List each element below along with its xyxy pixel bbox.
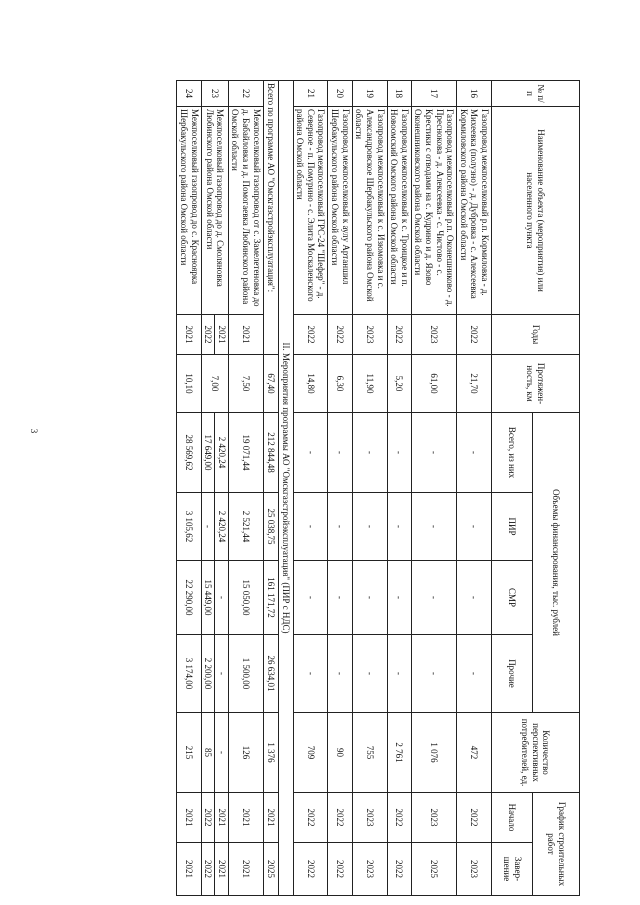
cell-pir: - (352, 493, 387, 561)
cell-num: 17 (411, 81, 456, 107)
cell-length: 21,70 (457, 355, 492, 413)
cell-start: 2021 (215, 793, 229, 843)
cell-year: 2021 (177, 315, 201, 355)
cell-consumers: 1 076 (411, 713, 456, 793)
cell-total: - (293, 413, 328, 493)
cell-name: Газопровод межпоселковый к с. Изюмовка и с. Александровское Шербакульского района Омской области (352, 107, 387, 315)
cell-end: 2021 (228, 843, 263, 896)
page-number: 3 (29, 428, 39, 434)
table-row (352, 81, 387, 896)
header-smr: СМР (492, 561, 533, 635)
table-row (177, 81, 201, 896)
cell-pir: 2 420,24 (215, 493, 229, 561)
cell-pir: - (457, 493, 492, 561)
cell-end: 2021 (215, 843, 229, 896)
cell-total: - (457, 413, 492, 493)
cell-start: 2022 (201, 793, 215, 843)
cell-smr: 15 449,00 (201, 561, 215, 635)
cell-num: 22 (228, 81, 263, 107)
total-length: 67,40 (263, 355, 278, 413)
cell-name: Газопровод межпоселковый р.п. Кормиловка - д. Михеевка (полузно) - д. Дубровка - с. Алексеевка Кормиловского района Омской области (457, 107, 492, 315)
table-row (387, 81, 411, 896)
cell-pir: - (411, 493, 456, 561)
cell-name: Газопровод межпоселковый к аулу Артаншил Шербакульского района Омской области (328, 107, 352, 315)
cell-other: 1 500,00 (228, 635, 263, 713)
cell-other: 3 174,00 (177, 635, 201, 713)
header-end: Завер-шение (492, 843, 533, 896)
cell-num: 18 (387, 81, 411, 107)
cell-year: 2022 (328, 315, 352, 355)
header-schedule: График строительных работ (533, 793, 580, 896)
cell-year: 2023 (411, 315, 456, 355)
cell-other: - (352, 635, 387, 713)
total-sum: 212 844,48 (263, 413, 278, 493)
cell-total: 17 649,00 (201, 413, 215, 493)
section-title: II. Мероприятия программы АО "Омскгазстройэксплуатация" (ПИР с НДС) (278, 81, 293, 896)
cell-pir: 2 521,44 (228, 493, 263, 561)
table-row (293, 81, 328, 896)
cell-consumers: 472 (457, 713, 492, 793)
cell-num: 24 (177, 81, 201, 107)
cell-smr: - (293, 561, 328, 635)
cell-end: 2023 (457, 843, 492, 896)
cell-smr: - (328, 561, 352, 635)
cell-other: - (411, 635, 456, 713)
financing-table (176, 80, 580, 896)
cell-start: 2021 (177, 793, 201, 843)
cell-name: Газопровод межпоселковый ГРС-24 "Шефер" - д. Северное - п. Помурино - с. Элита Москаленского района Омской области (293, 107, 328, 315)
cell-name: Межпоселковый газопровод до с. Красноярка Шербакульского района Омской области (177, 107, 201, 315)
table-row (411, 81, 456, 896)
cell-other: - (328, 635, 352, 713)
cell-consumers: 709 (293, 713, 328, 793)
header-years: Годы (492, 315, 580, 355)
cell-year: 2022 (457, 315, 492, 355)
cell-end: 2022 (387, 843, 411, 896)
table-row (228, 81, 263, 896)
cell-total: - (387, 413, 411, 493)
total-row (263, 81, 278, 896)
cell-num: 21 (293, 81, 328, 107)
total-other: 26 634,01 (263, 635, 278, 713)
cell-other: 2 200,00 (201, 635, 215, 713)
total-label: Всего по программе АО "Омскгазстройэксплуатация": (263, 81, 278, 355)
cell-length: 14,80 (293, 355, 328, 413)
cell-end: 2021 (177, 843, 201, 896)
cell-consumers: 215 (177, 713, 201, 793)
header-consumers: Количество перспективных потребителей, ед. (492, 713, 580, 793)
cell-length: 7,00 (201, 355, 228, 413)
table-row (215, 81, 229, 896)
header-financing: Объемы финансирования, тыс. рублей (533, 413, 580, 713)
cell-name: Газопровод межпоселковый к с. Троицкое и п. Новоомский Омского района Омской области (387, 107, 411, 315)
cell-total: 2 420,24 (215, 413, 229, 493)
total-consumers: 1 376 (263, 713, 278, 793)
table-row (457, 81, 492, 896)
header-length: Протяжен-ность, км (492, 355, 580, 413)
cell-other: - (457, 635, 492, 713)
cell-smr: 15 050,00 (228, 561, 263, 635)
cell-year: 2022 (293, 315, 328, 355)
cell-num: 19 (352, 81, 387, 107)
cell-total: - (328, 413, 352, 493)
header-total: Всего, из них (492, 413, 533, 493)
cell-start: 2022 (457, 793, 492, 843)
cell-num: 20 (328, 81, 352, 107)
cell-num: 16 (457, 81, 492, 107)
cell-length: 61,00 (411, 355, 456, 413)
header-start: Начало (492, 793, 533, 843)
cell-end: 2023 (352, 843, 387, 896)
total-start: 2021 (263, 793, 278, 843)
cell-end: 2025 (411, 843, 456, 896)
header-pir: ПИР (492, 493, 533, 561)
cell-year: 2023 (352, 315, 387, 355)
total-smr: 161 171,72 (263, 561, 278, 635)
cell-total: - (352, 413, 387, 493)
cell-smr: - (387, 561, 411, 635)
cell-total: 19 071,44 (228, 413, 263, 493)
cell-name: Газопровод межпоселковый р.п. Оконешниково - д. Преснокова - д. Алексеевка - с. Чистово - с. Крестики с отводами на с. Кудрино и д. Язово Оконешниковского района Омской области (411, 107, 456, 315)
cell-smr: - (215, 561, 229, 635)
cell-other: - (293, 635, 328, 713)
cell-length: 5,20 (387, 355, 411, 413)
cell-start: 2022 (293, 793, 328, 843)
cell-pir: - (328, 493, 352, 561)
cell-num: 23 (201, 81, 228, 107)
cell-year: 2022 (201, 315, 215, 355)
header-other: Прочие (492, 635, 533, 713)
cell-length: 6,30 (328, 355, 352, 413)
cell-consumers: 126 (228, 713, 263, 793)
cell-consumers: - (215, 713, 229, 793)
cell-length: 10,10 (177, 355, 201, 413)
cell-start: 2021 (228, 793, 263, 843)
header-name: Наименование объекта (мероприятия) или населенного пункта (492, 107, 580, 315)
cell-pir: - (293, 493, 328, 561)
cell-year: 2022 (387, 315, 411, 355)
cell-total: 28 569,62 (177, 413, 201, 493)
section-header-row (278, 81, 293, 896)
cell-end: 2022 (328, 843, 352, 896)
cell-smr: - (352, 561, 387, 635)
cell-smr: - (457, 561, 492, 635)
cell-name: Межпоселковый газопровод до д. Смоляновка Любинского района Омской области (201, 107, 228, 315)
total-pir: 25 038,75 (263, 493, 278, 561)
cell-consumers: 2 761 (387, 713, 411, 793)
cell-start: 2022 (328, 793, 352, 843)
cell-consumers: 755 (352, 713, 387, 793)
total-end: 2025 (263, 843, 278, 896)
financing-table-sheet (80, 80, 580, 895)
cell-length: 7,50 (228, 355, 263, 413)
cell-start: 2023 (411, 793, 456, 843)
header-num: № п/п (492, 81, 580, 107)
cell-consumers: 90 (328, 713, 352, 793)
cell-end: 2022 (201, 843, 215, 896)
cell-other: - (215, 635, 229, 713)
cell-smr: 22 290,00 (177, 561, 201, 635)
cell-pir: - (201, 493, 215, 561)
cell-start: 2022 (387, 793, 411, 843)
cell-name: Межпоселковый газопровод от с. Замелетеновка до д. Бабайловка и д. Помогаевка Любинского района Омской области (228, 107, 263, 315)
cell-smr: - (411, 561, 456, 635)
cell-year: 2021 (215, 315, 229, 355)
cell-pir: 3 105,62 (177, 493, 201, 561)
cell-length: 11,90 (352, 355, 387, 413)
cell-pir: - (387, 493, 411, 561)
cell-year: 2021 (228, 315, 263, 355)
cell-consumers: 85 (201, 713, 215, 793)
cell-start: 2023 (352, 793, 387, 843)
cell-other: - (387, 635, 411, 713)
cell-total: - (411, 413, 456, 493)
table-row (328, 81, 352, 896)
cell-end: 2022 (293, 843, 328, 896)
